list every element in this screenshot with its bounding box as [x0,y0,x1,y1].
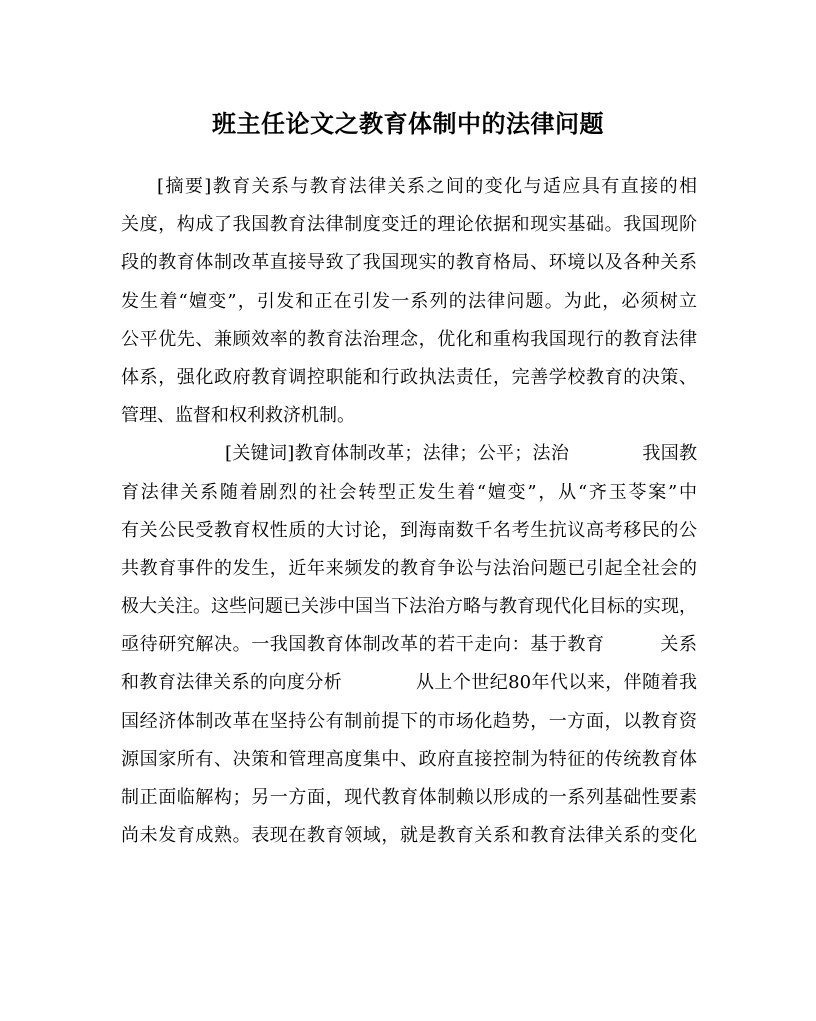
body-line: 有关公民受教育权性质的大讨论，到海南数千名考生抗议高考移民的公 [121,519,697,541]
body-line: 体系，强化政府教育调控职能和行政执法责任，完善学校教育的决策、 [121,366,697,388]
document-body [121,168,697,855]
body-line: 共教育事件的发生，近年来频发的教育争讼与法治问题已引起全社会的 [121,557,697,579]
body-line: 关度，构成了我国教育法律制度变迁的理论依据和现实基础。我国现阶 [121,214,697,236]
body-line: [摘要]教育关系与教育法律关系之间的变化与适应具有直接的相 [157,176,697,197]
body-line: 管理、监督和权利救济机制。 [121,405,355,427]
document-title: 班主任论文之教育体制中的法律问题 [212,109,604,138]
body-line: 亟待研究解决。一我国教育体制改革的若干走向：基于教育 关系 [121,634,697,656]
body-line: 国经济体制改革在坚持公有制前提下的市场化趋势，一方面，以教育资 [121,710,697,732]
body-line: 极大关注。这些问题已关涉中国当下法治方略与教育现代化目标的实现， [121,596,697,618]
body-line: 尚未发育成熟。表现在教育领域，就是教育关系和教育法律关系的变化 [121,825,697,847]
body-line: 段的教育体制改革直接导致了我国现实的教育格局、环境以及各种关系 [121,252,697,274]
body-line: 育法律关系随着剧烈的社会转型正发生着“嬗变”，从“齐玉苓案”中 [121,481,697,503]
body-line: 源国家所有、决策和管理高度集中、政府直接控制为特征的传统教育体 [121,748,697,770]
body-line: 和教育法律关系的向度分析 从上个世纪80年代以来，伴随着我 [121,672,697,694]
keywords-line: [关键词]教育体制改革；法律；公平；法治 我国教 [225,443,697,465]
body-line: 制正面临解构；另一方面，现代教育体制赖以形成的一系列基础性要素 [121,787,697,808]
body-line: 发生着“嬗变”，引发和正在引发一系列的法律问题。为此，必须树立 [121,290,697,312]
body-line: 公平优先、兼顾效率的教育法治理念，优化和重构我国现行的教育法律 [121,328,697,350]
